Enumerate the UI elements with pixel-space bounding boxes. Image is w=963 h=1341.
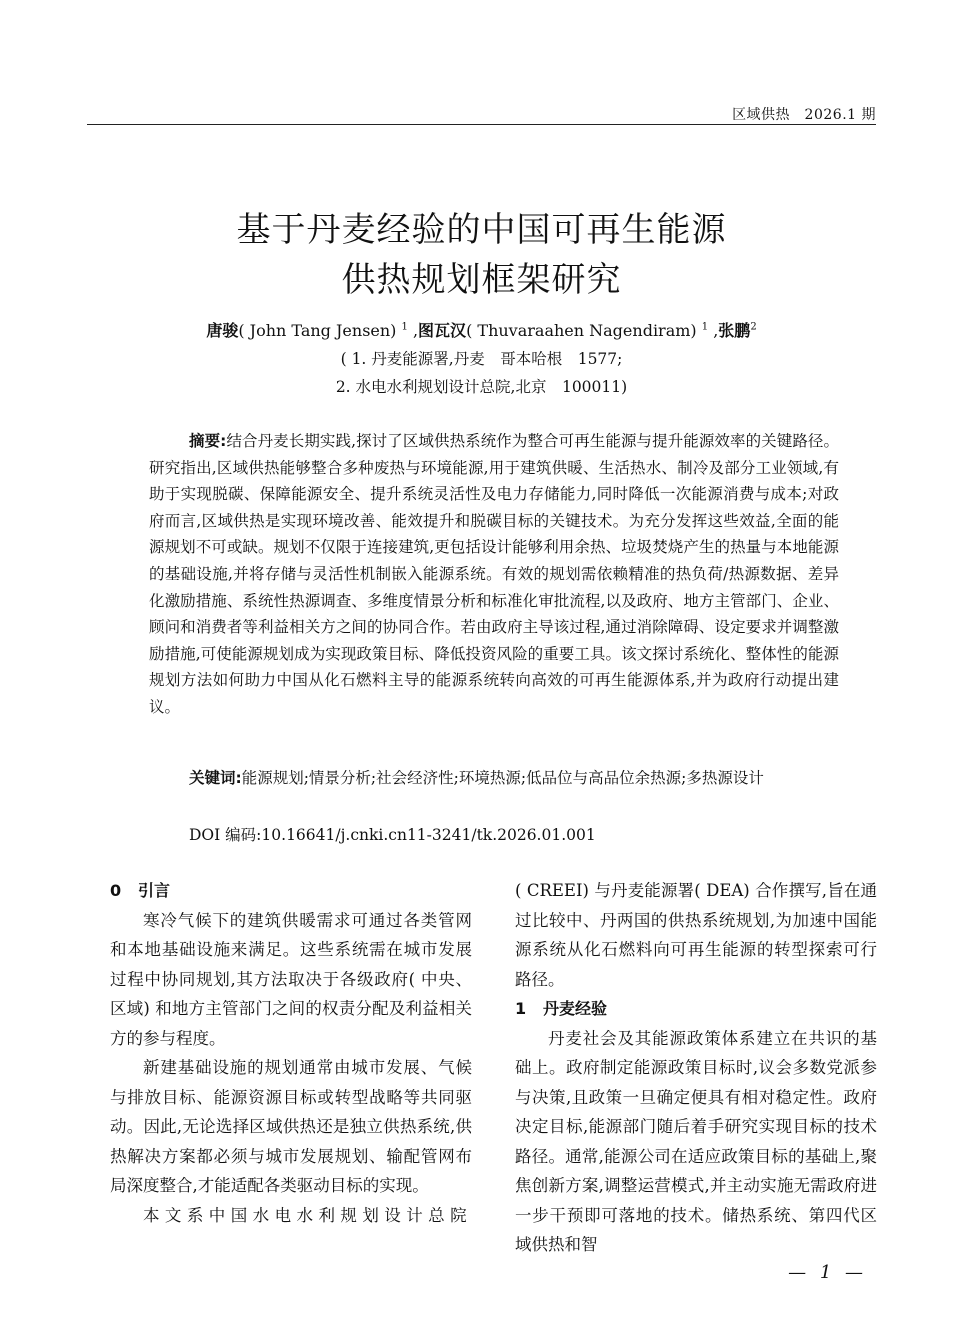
section-number: 1 xyxy=(515,999,527,1018)
page-number: — 1 — xyxy=(788,1262,867,1283)
paragraph: 寒冷气候下的建筑供暖需求可通过各类管网和本地基础设施来满足。这些系统需在城市发展过程中协同规划,其方法取决于各级政府( 中央、区域) 和地方主管部门之间的权责分配及利益相关方的参与程度。 xyxy=(110,910,472,1048)
affiliation-line-1: ( 1. 丹麦能源署,丹麦 哥本哈根 1577; xyxy=(340,350,623,368)
affiliation-line-2: 2. 水电水利规划设计总院,北京 100011) xyxy=(335,378,628,396)
left-column xyxy=(110,876,472,1230)
paragraph: 本文系中国水电水利规划设计总院 xyxy=(143,1205,472,1225)
title-line-2: 供热规划框架研究 xyxy=(341,260,622,300)
section-number: 0 xyxy=(110,881,122,900)
paragraph-continued: ( CREEI) 与丹麦能源署( DEA) 合作撰写,旨在通过比较中、丹两国的供热系统规划,为加速中国能源系统从化石燃料向可再生能源的转型探索可行路径。 xyxy=(515,881,877,989)
keywords xyxy=(149,765,839,792)
author-3-affil: 2 xyxy=(750,321,757,333)
right-column xyxy=(515,876,877,1260)
section-title: 丹麦经验 xyxy=(543,999,608,1018)
title-line-1: 基于丹麦经验的中国可再生能源 xyxy=(236,210,727,250)
doi xyxy=(189,823,596,845)
header-rule xyxy=(87,124,876,125)
author-2-affil: 1 xyxy=(701,321,709,333)
author-2-english: ( Thuvaraahen Nagendiram) xyxy=(466,321,702,340)
section-heading-denmark xyxy=(515,994,877,1024)
section-title: 引言 xyxy=(138,881,171,900)
journal-issue: 区域供热 2026.1 期 xyxy=(732,107,876,123)
doi-label: DOI 编码: xyxy=(189,826,262,844)
author-2-name: 图瓦汉 xyxy=(418,321,467,340)
author-1-english: ( John Tang Jensen) xyxy=(238,321,402,340)
keywords-label: 关键词: xyxy=(189,769,242,787)
author-list xyxy=(0,318,963,341)
paragraph: 新建基础设施的规划通常由城市发展、气候与排放目标、能源资源目标或转型战略等共同驱动。因此,无论选择区域供热还是独立供热系统,供热解决方案都必须与城市发展规划、输配管网布局深度整合,才能适配各类驱动目标的实现。 xyxy=(110,1058,472,1195)
paper-title xyxy=(0,205,963,305)
abstract-label: 摘要: xyxy=(189,432,227,450)
abstract-text: 结合丹麦长期实践,探讨了区域供热系统作为整合可再生能源与提升能源效率的关键路径。研究指出,区域供热能够整合多种废热与环境能源,用于建筑供暖、生活热水、制冷及部分工业领域,有助于实现脱碳、保障能源安全、提升系统灵活性及电力存储能力,同时降低一次能源消费与成本;对政府而言,区域供热是实现环境改善、能效提升和脱碳目标的关键技术。为充分发挥这些效益,全面的能源规划不可或缺。规划不仅限于连接建筑,更包括设计能够利用余热、垃圾焚烧产生的热量与本地能源的基础设施,并将存储与灵活性机制嵌入能源系统。有效的规划需依赖精准的热负荷/热源数据、差异化激励措施、系统性热源调查、多维度情景分析和标准化审批流程,以及政府、地方主管部门、企业、顾问和消费者等利益相关方之间的协同合作。若由政府主导该过程,通过消除障碍、设定要求并调整激励措施,可使能源规划成为实现政策目标、降低投资风险的重要工具。该文探讨系统化、整体性的能源规划方法如何助力中国从化石燃料主导的能源系统转向高效的可再生能源体系,并为政府行动提出建议。 xyxy=(149,432,839,716)
author-1-affil: 1 xyxy=(401,321,408,333)
paragraph: 丹麦社会及其能源政策体系建立在共识的基础上。政府制定能源政策目标时,议会多数党派参与决策,且政策一旦确定便具有相对稳定性。政府决定目标,能源部门随后着手研究实现目标的技术路径。通常,能源公司在适应政策目标的基础上,聚焦创新方案,调整运营模式,并主动实施无需政府进一步干预即可落地的技术。储热系统、第四代区域供热和智 xyxy=(515,1028,877,1254)
section-heading-intro xyxy=(110,876,472,906)
author-3-name: 张鹏 xyxy=(718,321,751,340)
keywords-text: 能源规划;情景分析;社会经济性;环境热源;低品位与高品位余热源;多热源设计 xyxy=(241,769,764,787)
author-1-name: 唐骏 xyxy=(206,321,239,340)
doi-value[interactable]: 10.16641/j.cnki.cn11-3241/tk.2026.01.001 xyxy=(261,826,596,844)
author-separator: , xyxy=(708,321,719,340)
abstract xyxy=(149,428,839,721)
author-separator: , xyxy=(407,321,419,340)
